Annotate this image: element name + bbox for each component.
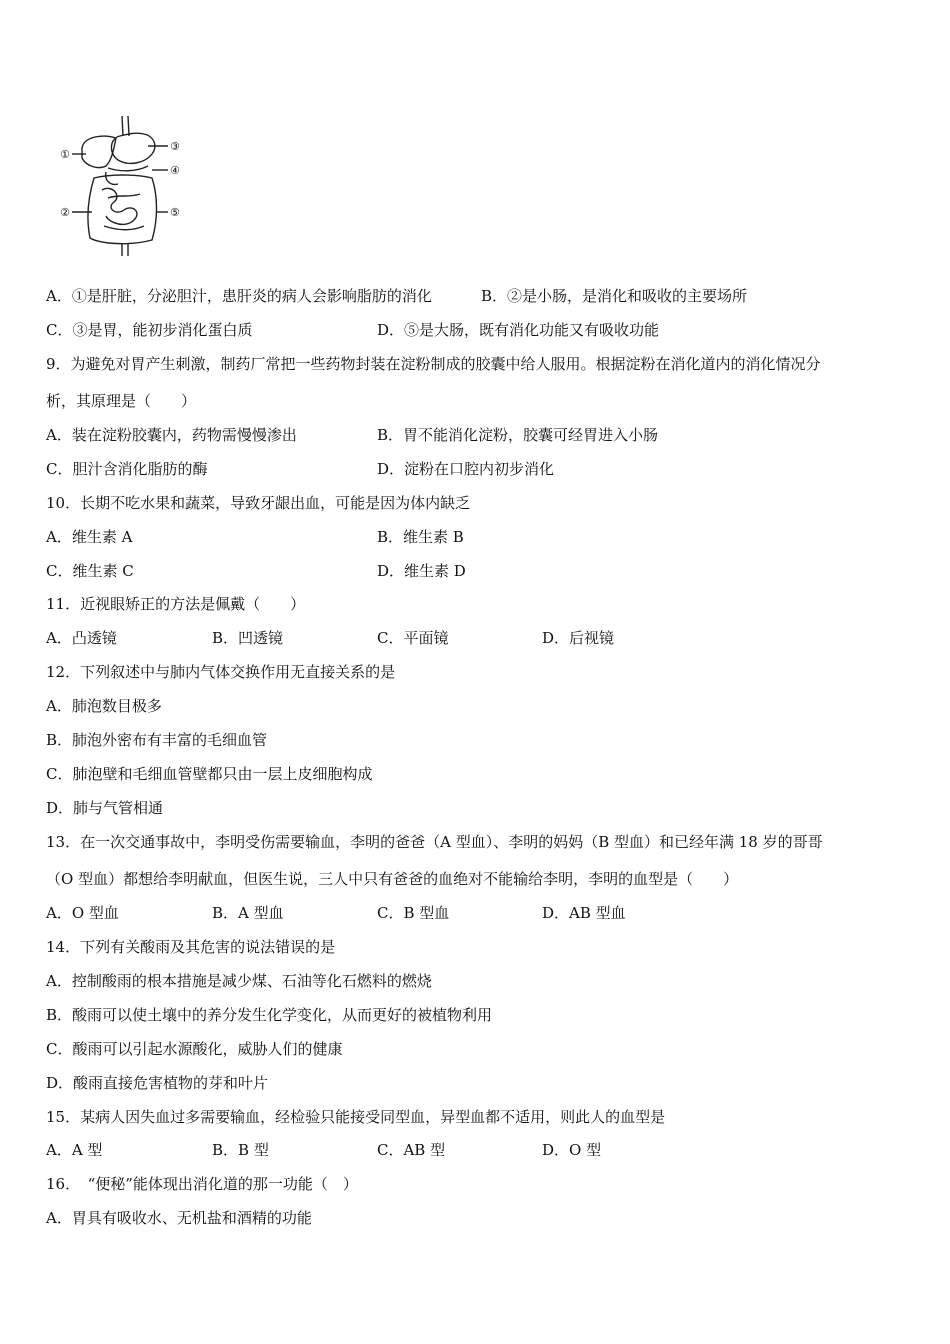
q15-option-b: B．B 型 bbox=[212, 1141, 269, 1159]
q12-option-d: D．肺与气管相通 bbox=[46, 799, 164, 817]
q9-option-d: D．淀粉在口腔内初步消化 bbox=[377, 460, 555, 478]
figure-label-4: ④ bbox=[170, 164, 180, 177]
q13-stem-line1: 13．在一次交通事故中，李明受伤需要输血，李明的爸爸（A 型血）、李明的妈妈（B 型血）和已经年满 18 岁的哥哥 bbox=[46, 833, 823, 851]
q13-option-a: A．O 型血 bbox=[46, 904, 119, 922]
q14-option-d: D．酸雨直接危害植物的芽和叶片 bbox=[46, 1074, 269, 1092]
q10-stem: 10．长期不吃水果和蔬菜，导致牙龈出血，可能是因为体内缺乏 bbox=[46, 494, 471, 512]
q10-option-d: D．维生素 D bbox=[377, 562, 466, 580]
q15-stem: 15．某病人因失血过多需要输血，经检验只能接受同型血，异型血都不适用，则此人的血型是 bbox=[46, 1108, 666, 1126]
q8-option-a: A．①是肝脏，分泌胆汁，患肝炎的病人会影响脂肪的消化 bbox=[46, 287, 432, 305]
q14-stem: 14．下列有关酸雨及其危害的说法错误的是 bbox=[46, 938, 336, 956]
q13-stem-line2: （O 型血）都想给李明献血，但医生说，三人中只有爸爸的血绝对不能输给李明，李明的血型是（ ） bbox=[46, 870, 739, 888]
q13-option-b: B．A 型血 bbox=[212, 904, 284, 922]
q16-option-a: A．胃具有吸收水、无机盐和酒精的功能 bbox=[46, 1209, 312, 1227]
q11-stem: 11．近视眼矫正的方法是佩戴（ ） bbox=[46, 595, 306, 613]
q15-option-d: D．O 型 bbox=[542, 1141, 602, 1159]
figure-label-5: ⑤ bbox=[170, 206, 180, 219]
q10-option-a: A．维生素 A bbox=[46, 528, 133, 546]
q15-option-c: C．AB 型 bbox=[377, 1141, 446, 1159]
q8-option-c: C．③是胃，能初步消化蛋白质 bbox=[46, 321, 253, 339]
q9-stem-line2: 析，其原理是（ ） bbox=[46, 392, 197, 410]
q12-option-b: B．肺泡外密布有丰富的毛细血管 bbox=[46, 731, 268, 749]
q11-option-c: C．平面镜 bbox=[377, 629, 449, 647]
q16-stem: 16． “便秘”能体现出消化道的那一功能（ ） bbox=[46, 1175, 358, 1193]
q9-option-a: A．装在淀粉胶囊内，药物需慢慢渗出 bbox=[46, 426, 297, 444]
q15-option-a: A．A 型 bbox=[46, 1141, 103, 1159]
q11-option-b: B．凹透镜 bbox=[212, 629, 284, 647]
q12-option-c: C．肺泡壁和毛细血管壁都只由一层上皮细胞构成 bbox=[46, 765, 373, 783]
q14-option-b: B．酸雨可以使土壤中的养分发生化学变化，从而更好的被植物利用 bbox=[46, 1006, 493, 1024]
q8-option-b: B．②是小肠，是消化和吸收的主要场所 bbox=[481, 287, 748, 305]
digestive-system-diagram bbox=[60, 108, 190, 258]
q10-option-c: C．维生素 C bbox=[46, 562, 134, 580]
q12-stem: 12．下列叙述中与肺内气体交换作用无直接关系的是 bbox=[46, 663, 396, 681]
q8-option-d: D．⑤是大肠，既有消化功能又有吸收功能 bbox=[377, 321, 660, 339]
q13-option-c: C．B 型血 bbox=[377, 904, 450, 922]
q9-option-b: B．胃不能消化淀粉，胶囊可经胃进入小肠 bbox=[377, 426, 659, 444]
q14-option-c: C．酸雨可以引起水源酸化，威胁人们的健康 bbox=[46, 1040, 343, 1058]
q14-option-a: A．控制酸雨的根本措施是减少煤、石油等化石燃料的燃烧 bbox=[46, 972, 432, 990]
figure-label-2: ② bbox=[60, 206, 70, 219]
q11-option-a: A．凸透镜 bbox=[46, 629, 117, 647]
q10-option-b: B．维生素 B bbox=[377, 528, 464, 546]
q9-stem-line1: 9．为避免对胃产生刺激，制药厂常把一些药物封装在淀粉制成的胶囊中给人服用。根据淀粉在消化道内的消化情况分 bbox=[46, 355, 821, 373]
figure-label-3: ③ bbox=[170, 140, 180, 153]
figure-label-1: ① bbox=[60, 148, 70, 161]
q9-option-c: C．胆汁含消化脂肪的酶 bbox=[46, 460, 208, 478]
q13-option-d: D．AB 型血 bbox=[542, 904, 626, 922]
q11-option-d: D．后视镜 bbox=[542, 629, 615, 647]
q12-option-a: A．肺泡数目极多 bbox=[46, 697, 162, 715]
